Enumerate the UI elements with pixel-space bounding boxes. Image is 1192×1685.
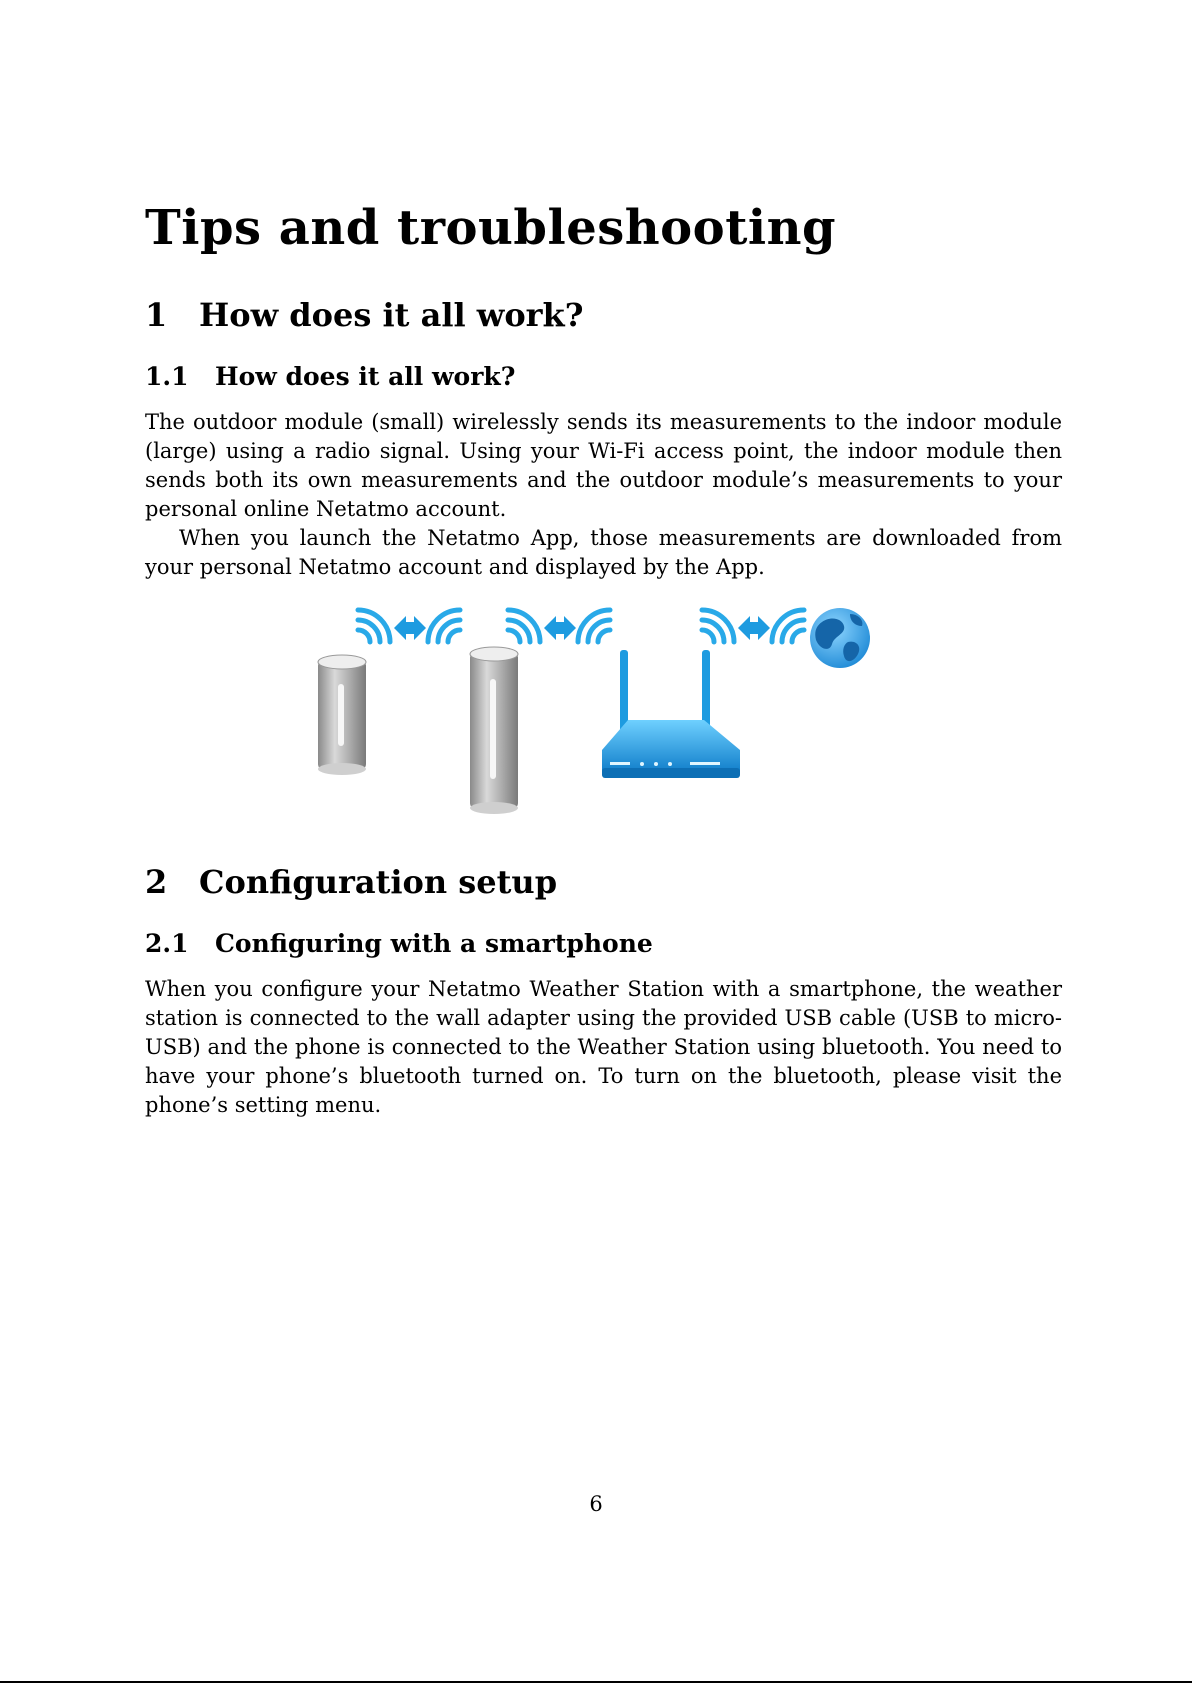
paragraph: When you launch the Netatmo App, those measurements are downloaded from your personal Netatmo account and displayed by the App.	[145, 526, 1062, 579]
wifi-router-icon	[602, 650, 740, 778]
section-number: 2	[145, 863, 168, 901]
page-number: 6	[589, 1492, 603, 1516]
globe-icon	[810, 608, 870, 668]
page-bottom-border	[0, 1681, 1192, 1683]
subsection-title: Configuring with a smartphone	[215, 929, 653, 958]
section-title: Configuration setup	[199, 863, 558, 901]
section-heading-2	[145, 863, 557, 901]
chapter-title: Tips and troubleshooting	[145, 200, 837, 256]
section-number: 1	[145, 296, 168, 334]
subsection-heading-2-1	[145, 929, 653, 958]
double-arrow-icon	[394, 616, 426, 640]
subsection-number: 2.1	[145, 929, 189, 958]
subsection-title: How does it all work?	[215, 362, 516, 391]
double-arrow-icon	[738, 616, 770, 640]
paragraph: The outdoor module (small) wirelessly sends its measurements to the indoor module (large) using a radio signal. Using your Wi-Fi access point, the indoor module then sends both its own measurements and the outdoor module’s measurements to your personal online Netatmo account.	[145, 410, 1062, 521]
section-title: How does it all work?	[199, 296, 584, 334]
subsection-number: 1.1	[145, 362, 189, 391]
indoor-module-icon	[470, 647, 518, 814]
subsection-heading-1-1	[145, 362, 515, 391]
outdoor-module-icon	[318, 655, 366, 775]
double-arrow-icon	[544, 616, 576, 640]
paragraph: When you configure your Netatmo Weather Station with a smartphone, the weather station is connected to the wall adapter using the provided USB cable (USB to micro-USB) and the phone is connected to the Weather Station using bluetooth. You need to have your phone’s bluetooth turned on. To turn on the bluetooth, please visit the phone’s setting menu.	[145, 977, 1062, 1117]
section-heading-1	[145, 296, 583, 334]
network-diagram-figure	[310, 604, 900, 824]
